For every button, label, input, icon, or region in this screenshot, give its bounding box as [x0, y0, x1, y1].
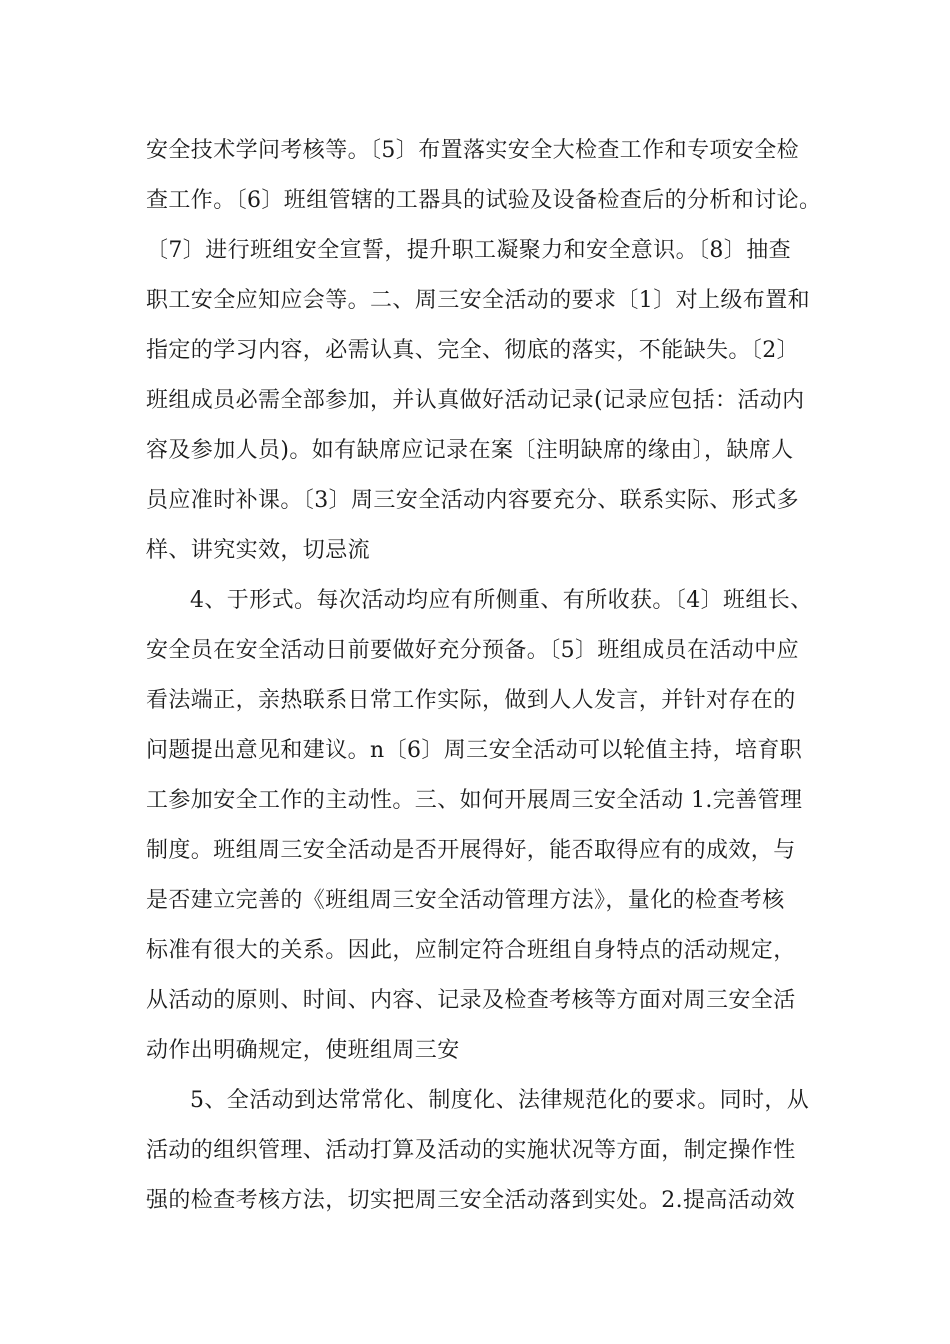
text-line: 工参加安全工作的主动性。三、如何开展周三安全活动 1.完善管理 [146, 788, 803, 813]
text-line: 职工安全应知应会等。二、周三安全活动的要求〔1〕对上级布置和 [146, 288, 810, 313]
paragraph [146, 576, 826, 1076]
text-line: 制度。班组周三安全活动是否开展得好，能否取得应有的成效，与 [146, 838, 796, 863]
text-line: 安全技术学问考核等。〔5〕布置落实安全大检查工作和专项安全检 [146, 138, 799, 163]
text-line: 指定的学习内容，必需认真、完全、彻底的落实，不能缺失。〔2〕 [146, 338, 799, 363]
text-line: 标准有很大的关系。因此，应制定符合班组自身特点的活动规定， [146, 938, 796, 963]
text-line: 员应准时补课。〔3〕周三安全活动内容要充分、联系实际、形式多 [146, 488, 799, 513]
text-line: 班组成员必需全部参加，并认真做好活动记录(记录应包括：活动内 [146, 388, 805, 413]
text-line: 5、全活动到达常常化、制度化、法律规范化的要求。同时，从 [190, 1088, 810, 1113]
paragraph [146, 126, 826, 576]
text-line: 安全员在安全活动日前要做好充分预备。〔5〕班组成员在活动中应 [146, 638, 799, 663]
text-line: 查工作。〔6〕班组管辖的工器具的试验及设备检查后的分析和讨论。 [146, 188, 822, 213]
text-line: 容及参加人员)。如有缺席应记录在案〔注明缺席的缘由〕，缺席人 [146, 438, 794, 463]
text-line: 看法端正，亲热联系日常工作实际，做到人人发言，并针对存在的 [146, 688, 796, 713]
text-line: 〔7〕进行班组安全宣誓，提升职工凝聚力和安全意识。〔8〕抽查 [146, 238, 791, 263]
text-line: 动作出明确规定，使班组周三安 [146, 1038, 460, 1063]
text-line: 是否建立完善的《班组周三安全活动管理方法》，量化的检查考核 [146, 888, 785, 913]
paragraph [146, 1076, 826, 1226]
text-line: 强的检查考核方法，切实把周三安全活动落到实处。2.提高活动效 [146, 1188, 795, 1213]
text-line: 从活动的原则、时间、内容、记录及检查考核等方面对周三安全活 [146, 988, 796, 1013]
text-line: 问题提出意见和建议。n〔6〕周三安全活动可以轮值主持，培育职 [146, 738, 803, 763]
text-line: 活动的组织管理、活动打算及活动的实施状况等方面，制定操作性 [146, 1138, 796, 1163]
text-line: 4、于形式。每次活动均应有所侧重、有所收获。〔4〕班组长、 [190, 588, 813, 613]
text-line: 样、讲究实效，切忌流 [146, 538, 371, 563]
